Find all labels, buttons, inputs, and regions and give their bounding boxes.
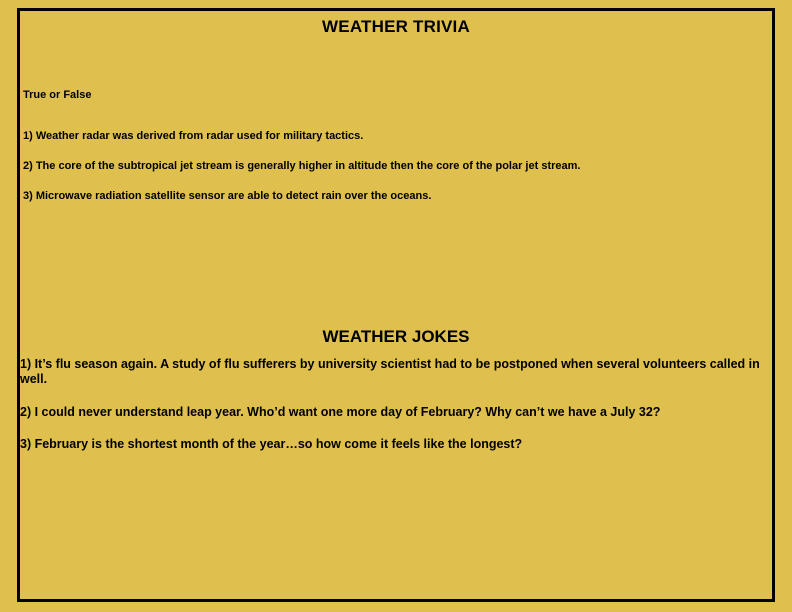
jokes-heading: WEATHER JOKES [322,327,470,346]
list-item: 2) The core of the subtropical jet stream is generally higher in altitude then the core of the polar jet stream. [23,159,581,172]
list-item: 1) Weather radar was derived from radar used for military tactics. [23,130,364,142]
trivia-subheading: True or False [23,89,92,101]
list-item: 1) It’s flu season again. A study of flu sufferers by university scientist had to be postponed when several volunteers called in well. [20,357,760,387]
page-title: WEATHER TRIVIA [322,17,470,36]
list-item: 3) February is the shortest month of the year…so how come it feels like the longest? [20,436,523,451]
slide-border [17,8,775,602]
list-item: 2) I could never understand leap year. Who’d want one more day of February? Why can’t we have a July 32? [20,404,661,419]
jokes-list [18,357,778,469]
trivia-list [23,130,753,219]
list-item: 3) Microwave radiation satellite sensor are able to detect rain over the oceans. [23,189,432,202]
